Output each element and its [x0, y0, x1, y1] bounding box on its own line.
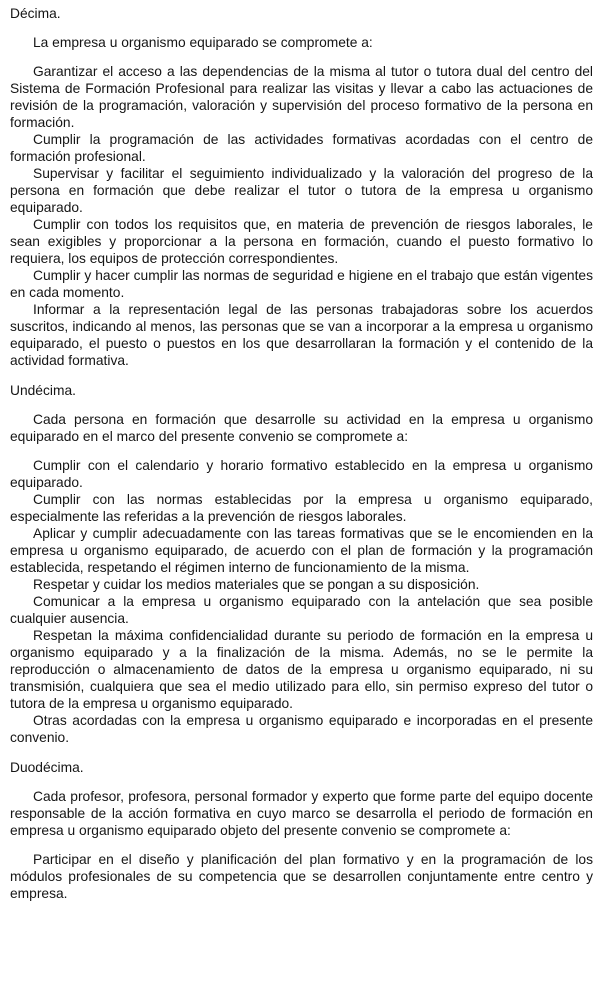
clause-list — [10, 457, 593, 746]
clause-paragraph: Comunicar a la empresa u organismo equiparado con la antelación que sea posible cualquier ausencia. — [10, 594, 593, 626]
section-intro: Cada profesor, profesora, personal formador y experto que forme parte del equipo docente responsable de la acción formativa en cuyo marco se desarrolla el periodo de formación en empresa u organismo equiparado objeto del presente convenio se compromete a: — [10, 789, 593, 838]
clause-paragraph: Informar a la representación legal de las personas trabajadoras sobre los acuerdos suscritos, indicando al menos, las personas que se van a incorporar a la empresa u organismo equiparado, el puesto o puestos en los que desarrollaran la formación y el contenido de la actividad formativa. — [10, 302, 593, 368]
section-heading: Décima. — [10, 6, 61, 21]
clause-list — [10, 63, 593, 369]
section-intro: Cada persona en formación que desarrolle su actividad en la empresa u organismo equiparado en el marco del presente convenio se compromete a: — [10, 412, 593, 444]
section-duodecima — [10, 759, 593, 902]
clause-paragraph: Cumplir con todos los requisitos que, en materia de prevención de riesgos laborales, le sean exigibles y proporcionar a la persona en formación, cuando el puesto formativo lo requiera, los equipos de protección correspondientes. — [10, 217, 593, 266]
clause-paragraph: Respetan la máxima confidencialidad durante su periodo de formación en la empresa u organismo equiparado y a la finalización de la misma. Además, no se le permite la reproducción o almacenamiento de datos de la empresa u organismo equiparado, ni su transmisión, cualquiera que sea el medio utilizado para ello, sin permiso expreso del tutor o tutora de la empresa u organismo equiparado. — [10, 628, 593, 711]
section-intro: La empresa u organismo equiparado se compromete a: — [33, 35, 373, 50]
clause-paragraph: Otras acordadas con la empresa u organismo equiparado e incorporadas en el presente convenio. — [10, 713, 593, 745]
clause-paragraph: Participar en el diseño y planificación del plan formativo y en la programación de los módulos profesionales de su competencia que se desarrollen conjuntamente entre centro y empresa. — [10, 852, 593, 901]
clause-paragraph: Cumplir y hacer cumplir las normas de seguridad e higiene en el trabajo que están vigentes en cada momento. — [10, 268, 593, 300]
clause-paragraph: Cumplir la programación de las actividades formativas acordadas con el centro de formación profesional. — [10, 132, 593, 164]
clause-paragraph: Cumplir con el calendario y horario formativo establecido en la empresa u organismo equiparado. — [10, 458, 593, 490]
clause-paragraph: Garantizar el acceso a las dependencias de la misma al tutor o tutora dual del centro del Sistema de Formación Profesional para realizar las visitas y llevar a cabo las actuaciones de revisión de la programación, valoración y supervisión del proceso formativo de la persona en formación. — [10, 64, 593, 130]
clause-paragraph: Supervisar y facilitar el seguimiento individualizado y la valoración del progreso de la persona en formación que debe realizar el tutor o tutora de la empresa u organismo equiparado. — [10, 166, 593, 215]
section-heading: Duodécima. — [10, 760, 84, 775]
section-decima — [10, 5, 593, 369]
clause-paragraph: Cumplir con las normas establecidas por la empresa u organismo equiparado, especialmente las referidas a la prevención de riesgos laborales. — [10, 492, 593, 524]
section-undecima — [10, 382, 593, 746]
clause-list — [10, 851, 593, 902]
clause-paragraph: Respetar y cuidar los medios materiales que se pongan a su disposición. — [33, 577, 480, 592]
section-heading: Undécima. — [10, 383, 76, 398]
clause-paragraph: Aplicar y cumplir adecuadamente con las tareas formativas que se le encomienden en la empresa u organismo equiparado, de acuerdo con el plan de formación y la programación establecida, respetando el régimen interno de funcionamiento de la misma. — [10, 526, 593, 575]
